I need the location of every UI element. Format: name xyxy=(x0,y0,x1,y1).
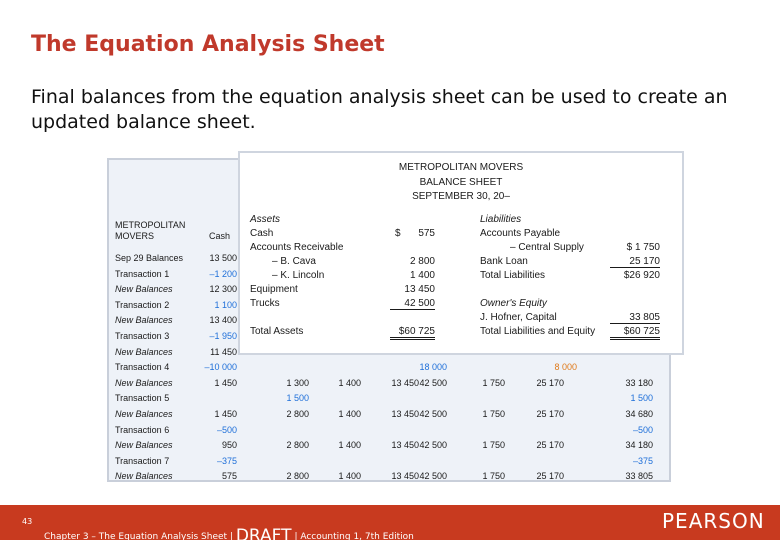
bs-total-le-value: $60 725 xyxy=(610,326,660,340)
eas-row-label: New Balances xyxy=(115,409,173,419)
eas-cell-cash: 575 xyxy=(221,471,237,481)
bs-loan-value: 25 170 xyxy=(610,256,660,268)
bs-ar-lincoln-value: 1 400 xyxy=(409,270,435,281)
eas-cell-c6b: 25 170 xyxy=(536,378,564,388)
eas-cell-c5: 1 750 xyxy=(482,409,505,419)
eas-cell-c4: 42 500 xyxy=(419,409,447,419)
eas-cell-cash: –1 200 xyxy=(209,269,237,279)
eas-cell-c6b: 25 170 xyxy=(536,409,564,419)
eas-cell-c7: 34 680 xyxy=(625,409,653,419)
eas-cell-cash: 1 450 xyxy=(214,409,237,419)
eas-cell-c4: 42 500 xyxy=(419,440,447,450)
eas-cash-header: Cash xyxy=(209,231,231,241)
eas-cell-c7: 33 805 xyxy=(625,471,653,481)
footer-edition: | Accounting 1, 7th Edition xyxy=(294,532,414,542)
bs-cash-label: Cash xyxy=(250,228,274,239)
eas-cell-cash: 950 xyxy=(221,440,237,450)
eas-row-label: New Balances xyxy=(115,440,173,450)
eas-row-label: Transaction 4 xyxy=(115,362,170,372)
eas-cell-c4: 42 500 xyxy=(419,378,447,388)
eas-cell-cash: –500 xyxy=(216,425,237,435)
bs-title: BALANCE SHEET xyxy=(419,177,503,188)
eas-cell-c6: 18 000 xyxy=(419,362,447,372)
eas-cell-cash: –1 950 xyxy=(209,331,237,341)
eas-row-label: New Balances xyxy=(115,378,173,388)
footer-bar xyxy=(0,505,780,546)
bs-trucks-value: 42 500 xyxy=(390,298,435,310)
eas-cell-c3: 13 450 xyxy=(391,409,419,419)
bs-ap-label: Accounts Payable xyxy=(480,228,561,239)
eas-cell-c2: 1 400 xyxy=(338,378,361,388)
eas-cell-c1: 2 800 xyxy=(286,471,309,481)
bs-total-liab-label: Total Liabilities xyxy=(480,270,546,281)
eas-cell-c2: 1 400 xyxy=(338,409,361,419)
eas-cell-c3: 13 450 xyxy=(391,378,419,388)
eas-cell-c6b: 25 170 xyxy=(536,440,564,450)
bs-oe-heading: Owner's Equity xyxy=(480,298,547,309)
eas-row-label: Transaction 2 xyxy=(115,300,170,310)
eas-cell-c1: 2 800 xyxy=(286,440,309,450)
eas-cell-cash: –375 xyxy=(216,456,237,466)
eas-cell-cash: –10 000 xyxy=(204,362,237,372)
bs-ar-lincoln: – K. Lincoln xyxy=(272,270,325,281)
eas-cell-cash: 13 500 xyxy=(209,253,237,263)
eas-cell-c3: 13 450 xyxy=(391,440,419,450)
eas-cell-c1: 1 300 xyxy=(286,378,309,388)
bs-loan-label: Bank Loan xyxy=(480,256,528,267)
balance-sheet xyxy=(238,151,684,355)
eas-cell-c5: 1 750 xyxy=(482,378,505,388)
bs-capital-label: J. Hofner, Capital xyxy=(480,312,557,323)
eas-cell-c7: –375 xyxy=(632,456,653,466)
slide-title: The Equation Analysis Sheet xyxy=(31,32,385,57)
eas-cell-c7: 33 180 xyxy=(625,378,653,388)
eas-cell-c7: 1 500 xyxy=(630,393,653,403)
bs-ap-central: – Central Supply xyxy=(510,242,584,253)
bs-cash-value: 575 xyxy=(418,228,435,239)
bs-cash-dollar: $ xyxy=(395,228,401,239)
bs-ar-cava-value: 2 800 xyxy=(409,256,435,267)
bs-total-assets-value: $60 725 xyxy=(390,326,435,340)
bs-assets-heading: Assets xyxy=(250,214,281,225)
bs-company: METROPOLITAN MOVERS xyxy=(398,162,524,173)
eas-company-line2: MOVERS xyxy=(115,231,155,241)
eas-company-line1: METROPOLITAN xyxy=(115,220,186,230)
eas-cell-c4: 42 500 xyxy=(419,471,447,481)
eas-cell-c7: 34 180 xyxy=(625,440,653,450)
eas-cell-cash: 13 400 xyxy=(209,315,237,325)
eas-row-label: Transaction 6 xyxy=(115,425,170,435)
bs-date: SEPTEMBER 30, 20– xyxy=(412,191,510,202)
eas-row-label: Transaction 1 xyxy=(115,269,170,279)
bs-trucks-label: Trucks xyxy=(250,298,280,309)
bs-liabilities-heading: Liabilities xyxy=(480,214,522,225)
eas-cell-c3: 13 450 xyxy=(391,471,419,481)
eas-row-label: Sep 29 Balances xyxy=(115,253,184,263)
eas-cell-c7: –500 xyxy=(632,425,653,435)
bs-total-liab-value: $26 920 xyxy=(623,270,660,281)
slide-intro: Final balances from the equation analysis sheet can be used to create an updated balance sheet. xyxy=(31,86,728,133)
eas-cell-cash: 12 300 xyxy=(209,284,237,294)
footer-chapter: Chapter 3 – The Equation Analysis Sheet | xyxy=(44,532,233,542)
eas-row-label: New Balances xyxy=(115,347,173,357)
eas-row-label: New Balances xyxy=(115,284,173,294)
bs-ar-label: Accounts Receivable xyxy=(250,242,344,253)
pearson-logo: PEARSON xyxy=(662,509,765,533)
bs-equipment-label: Equipment xyxy=(250,284,298,295)
eas-row-label: Transaction 5 xyxy=(115,393,170,403)
eas-cell-cash: 11 450 xyxy=(210,347,237,357)
eas-row-label: New Balances xyxy=(115,315,173,325)
bs-ar-cava: – B. Cava xyxy=(272,256,316,267)
eas-cell-c1: 2 800 xyxy=(286,409,309,419)
eas-cell-c8: 8 000 xyxy=(554,362,577,372)
eas-cell-c1: 1 500 xyxy=(286,393,309,403)
eas-cell-cash: 1 450 xyxy=(214,378,237,388)
bs-capital-value: 33 805 xyxy=(610,312,660,324)
eas-cell-c2: 1 400 xyxy=(338,471,361,481)
eas-row-label: Transaction 3 xyxy=(115,331,170,341)
eas-cell-c2: 1 400 xyxy=(338,440,361,450)
eas-row-label: New Balances xyxy=(115,471,173,481)
eas-cell-c5: 1 750 xyxy=(482,440,505,450)
bs-total-le-label: Total Liabilities and Equity xyxy=(480,326,596,337)
bs-equipment-value: 13 450 xyxy=(404,284,435,295)
footer-draft: DRAFT xyxy=(235,526,292,546)
eas-cell-c6b: 25 170 xyxy=(536,471,564,481)
page-number: 43 xyxy=(22,517,33,526)
eas-cell-cash: 1 100 xyxy=(214,300,237,310)
footer-text xyxy=(44,524,414,544)
eas-row-label: Transaction 7 xyxy=(115,456,170,466)
bs-total-assets-label: Total Assets xyxy=(250,326,304,337)
bs-ap-value: $ 1 750 xyxy=(626,242,660,253)
eas-cell-c5: 1 750 xyxy=(482,471,505,481)
